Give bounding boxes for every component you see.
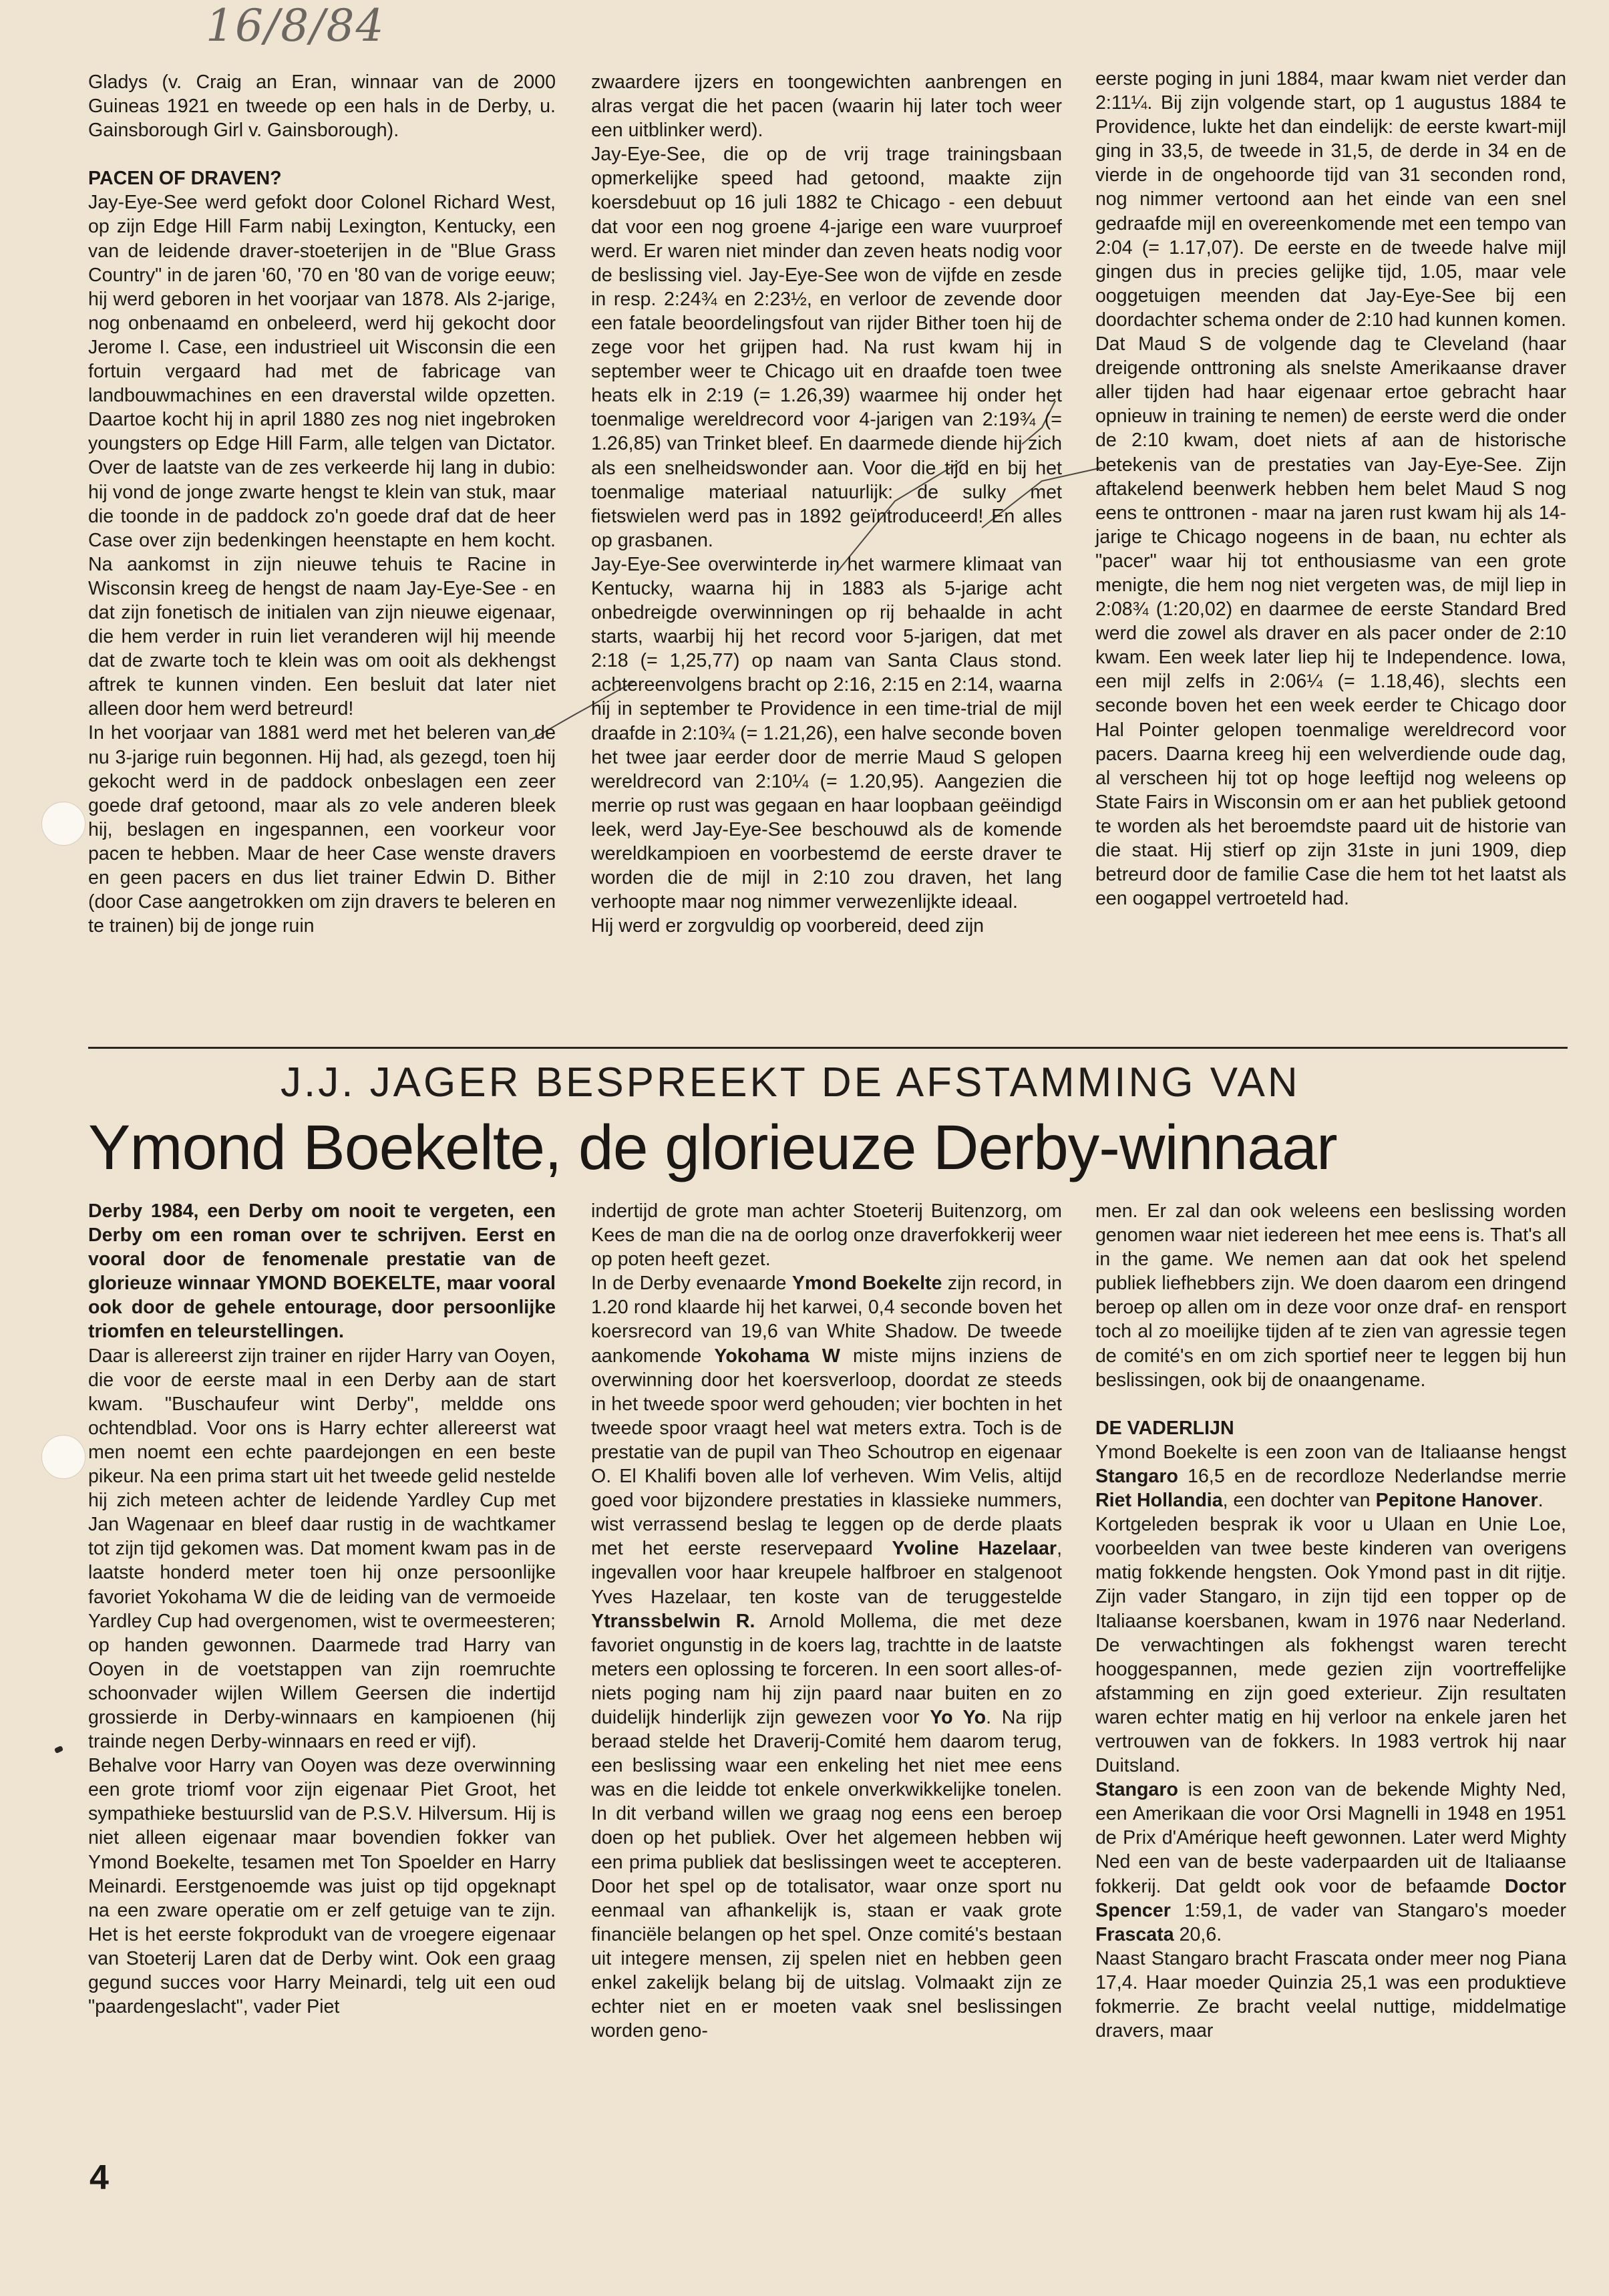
ink-mark: [54, 1746, 63, 1754]
horse-name: Yo Yo: [930, 1706, 987, 1728]
paragraph: Naast Stangaro bracht Frascata onder meer nog Piana 17,4. Haar moeder Quinzia 25,1 was een produktieve fokmerrie. Ze bracht veelal nuttige, middelmatige dravers, maar: [1095, 1947, 1566, 2042]
horse-name: Yokohama W: [714, 1345, 840, 1367]
paragraph: Jay-Eye-See, die op de vrij trage trainingsbaan opmerkelijke speed had getoond, maakte zijn koersdebuut op 16 juli 1882 te Chicago - een debuut dat voor een nog groene 4-jarige een ware vuurproef werd. Er waren niet minder dan zeven heats nodig voor de beslissing viel. Jay-Eye-See won de vijfde en zesde in resp. 2:24¾ en 2:23½, en verloor de zevende door een fatale beoordelingsfout van rijder Bither toen hij de zege voor het grijpen had. Na rust kwam hij in september weer te Chicago uit en draafde toen twee heats elk in 2:19 (= 1.26,39) waarmee hij onder het toenmalige wereldrecord voor 4-jarigen van 2:19¾ (= 1.26,85) van Trinket bleef. En daarmede diende hij zich als een snelheidswonder aan. Voor die tijd en bij het toenmalige materiaal natuurlijk: de sulky met fietswielen werd pas in 1892 geïntroduceerd! En alles op grasbanen.: [591, 144, 1062, 551]
page-number: 4: [90, 2158, 109, 2197]
horse-name: Frascata: [1095, 1923, 1174, 1945]
paragraph: [591, 1271, 1062, 2043]
paragraph: Hij werd er zorgvuldig op voorbereid, deed zijn: [591, 915, 985, 937]
top-article-column-2: [591, 70, 1062, 938]
text-run: Arnold Mollema, die met deze favoriet ongunstig in de koers lag, trachtte in de laatste meters een oplossing te forceren. In een soort alles-of-niets poging nam hij zijn paard naar buiten en zo duidelijk hinderlijk zijn gewezen voor: [591, 1610, 1062, 1728]
text-run: . Na rijp beraad stelde het Draverij-Comité hem daarom terug, een beslissing waar een enkeling het niet mee eens was en die leidde tot enkele onverkwikkelijke tonelen. In dit verband willen we graag nog eens een beroep doen op het publiek. Over het algemeen hebben wij een prima publiek dat beslissingen weet te accepteren. Door het spel op de totalisator, waar onze sport nu eenmaal van afhankelijk is, staan er vaak grote financiële belangen op het spel. Onze comité's bestaan uit integere mensen, zij spelen niet en hebben geen enkel zakelijk belang bij de uitslag. Volmaakt zijn ze echter niet en er moeten vaak snel beslissingen worden geno-: [591, 1706, 1063, 2042]
horse-name: Stangaro: [1095, 1465, 1178, 1487]
horse-name: Pepitone Hanover: [1375, 1490, 1538, 1512]
paragraph: men. Er zal dan ook weleens een beslissing worden genomen waar niet iedereen het mee eens is. That's all in the game. We nemen aan dat ook het spelend publiek liefhebbers zijn. We doen daarom een dringend beroep op allen om in deze voor onze draf- en rensport toch al zo moeilijke tijden af te zien van agressie tegen de comité's en om zich sportief neer te leggen bij hun beslissingen, ook bij de onaangename.: [1095, 1200, 1566, 1391]
text-run: zijn record, in 1.20 rond klaarde hij het karwei, 0,4 seconde boven het koersrecord van 19,6 van White Shadow. De tweede aankomende: [591, 1273, 1062, 1367]
article-lead: Derby 1984, een Derby om nooit te vergeten, een Derby om een roman over te schrijven. Eerst en vooral door de fenomenale prestatie van de glorieuze winnaar YMOND BOEKELTE, maar vooral ook door de gehele entourage, door persoonlijke triomfen en teleurstellingen.: [88, 1200, 556, 1343]
text-run: .: [1538, 1490, 1544, 1512]
text-run: is een zoon van de bekende Mighty Ned, een Amerikaan die voor Orsi Magnelli in 1948 en 1951 de Prix d'Amérique heeft gewonnen. Later werd Mighty Ned een van de beste vaderpaarden uit de Italiaanse fokkerij. Dat geldt ook voor de befaamde: [1095, 1779, 1566, 1897]
section-divider: [88, 1047, 1568, 1049]
horse-name: Ymond Boekelte: [791, 1273, 942, 1295]
bottom-article-column-3: [1095, 1199, 1566, 2043]
text-run: 1:59,1, de vader van Stangaro's moeder: [1170, 1899, 1566, 1921]
horse-name: Riet Hollandia: [1095, 1490, 1223, 1512]
horse-name: Ytranssbelwin R.: [591, 1610, 755, 1632]
text-run: Ymond Boekelte is een zoon van de Italiaanse hengst: [1095, 1441, 1566, 1463]
handwritten-date: 16/8/84: [206, 0, 385, 51]
paragraph: [1095, 1778, 1566, 1947]
subheading: PACEN OF DRAVEN?: [88, 168, 282, 190]
text-run: miste mijns inziens de overwinning door het koersverloop, doordat ze steeds in het tweede spoor werd gehouden; vier bochten in het tweede spoor vraagt heel wat meters extra. Toch is de prestatie van de pupil van Theo Schoutrop en eigenaar O. El Khalifi boven alle lof verheven. Wim Velis, altijd goed voor bijzondere prestaties in klassieke nummers, wist verrassend beslag te leggen op de derde plaats met het eerste reservepaard: [591, 1345, 1062, 1560]
top-article-column-1: [88, 70, 556, 938]
paragraph: Kortgeleden besprak ik voor u Ulaan en Unie Loe, voorbeelden van twee beste kinderen van overigens matig fokkende hengsten. Ook Ymond past in dit rijtje. Zijn vader Stangaro, in zijn tijd een topper op de Italiaanse koersbanen, kwam in 1976 naar Nederland. De verwachtingen als fokhengst waren terecht hooggespannen, mede gezien zijn voortreffelijke afstamming en zijn goed exterieur. Zijn resultaten waren echter matig en hij verloor na enkele jaren het vertrouwen van de fokkers. In 1983 vertrok hij naar Duitsland.: [1095, 1514, 1566, 1777]
horse-name: Doctor Spencer: [1095, 1875, 1566, 1921]
paragraph: In het voorjaar van 1881 werd met het beleren van de nu 3-jarige ruin begonnen. Hij had, als gezegd, toen hij gekocht werd in de paddock onbeslagen een zeer goede draf getoond, maar als zo vele anderen bleek hij, beslagen en ingespannen, een voorkeur voor pacen te hebben. Maar de heer Case wenste dravers en geen pacers en dus liet trainer Edwin D. Bither (door Case aangetrokken om zijn dravers te beleren en te trainen) bij de jonge ruin: [88, 722, 556, 937]
text-run: , een dochter van: [1222, 1490, 1376, 1512]
paragraph: Jay-Eye-See werd gefokt door Colonel Richard West, op zijn Edge Hill Farm nabij Lexington, Kentucky, een van de leidende draver-stoeterijen in de "Blue Grass Country" in de jaren '60, '70 en '80 van de vorige eeuw; hij werd geboren in het voorjaar van 1878. Als 2-jarige, nog onbenaamd en onbeleerd, werd hij gekocht door Jerome I. Case, een industrieel uit Wisconsin die een fortuin vergaard had met de fabricage van landbouwmachines en een draverstal wilde opzetten. Daartoe kocht hij in april 1880 zes nog niet ingebroken youngsters op Edge Hill Farm, alle telgen van Dictator. Over de laatste van de zes verkeerde hij lang in dubio: hij vond de jonge zwarte hengst te klein van stuk, maar die toonde in de paddock zo'n goede draf dat de heer Case over zijn bedenkingen heenstapte en hem kocht. Na aankomst in zijn nieuwe tehuis te Racine in Wisconsin kreeg de hengst de naam Jay-Eye-See - en dat zijn fonetisch de initialen van zijn nieuwe eigenaar, die hem verder in ruin liet veranderen wijl hij meende dat de zwarte toch te klein was om ooit als dekhengst aftrek te kunnen vinden. Een besluit dat later niet alleen door hem werd betreurd!: [88, 192, 556, 720]
paragraph: indertijd de grote man achter Stoeterij Buitenzorg, om Kees de man die na de oorlog onze draverfokkerij weer op poten heeft gezet.: [591, 1200, 1062, 1271]
text-run: 16,5 en de recordloze Nederlandse merrie: [1178, 1465, 1566, 1487]
paragraph: [1095, 1440, 1566, 1512]
bottom-article-column-2: [591, 1199, 1062, 2043]
horse-name: Yvoline Hazelaar: [892, 1538, 1057, 1560]
text-run: In de Derby evenaarde: [591, 1273, 792, 1295]
paragraph: Jay-Eye-See overwinterde in het warmere klimaat van Kentucky, waarna hij in 1883 als 5-jarige acht onbedreigde overwinningen op rij behaalde in acht starts, waarbij hij het record voor 5-jarigen, dat met 2:18 (= 1,25,77) op naam van Santa Claus stond. achtereenvolgens bracht op 2:16, 2:15 en 2:14, waarna hij in september te Providence in een time-trial de mijl draafde in 2:10¾ (= 1.21,26), een halve seconde boven het twee jaar eerder door de merrie Maud S gelopen wereldrecord van 2:10¼ (= 1.20,95). Aangezien die merrie op rust was gegaan en haar loopbaan geëindigd leek, werd Jay-Eye-See beschouwd als de komende wereldkampioen en voorbestemd de eerste draver te worden die de mijl in 2:10 zou draven, het lang verhoopte maar nog nimmer verwezenlijkte ideaal.: [591, 553, 1062, 913]
paragraph: zwaardere ijzers en toongewichten aanbrengen en alras vergat die het pacen (waarin hij later toch weer een uitblinker werd).: [591, 71, 1062, 142]
horse-name: Stangaro: [1095, 1779, 1178, 1801]
article-headline: Ymond Boekelte, de glorieuze Derby-winnaar: [88, 1112, 1337, 1183]
paragraph: Behalve voor Harry van Ooyen was deze overwinning een grote triomf voor zijn eigenaar Piet Groot, het sympathieke bestuurslid van de P.S.V. Hilversum. Hij is niet alleen eigenaar maar bovendien fokker van Ymond Boekelte, tesamen met Ton Spoelder en Harry Meinardi. Eerstgenoemde was juist op tijd opgeknapt na een zware operatie om er zelf getuige van te zijn. Het is het eerste fokprodukt van de vroegere eigenaar van Stoeterij Laren dat de Derby wint. Ook een graag gegund succes voor Harry Meinardi, telg uit een oud "paardengeslacht", vader Piet: [88, 1755, 556, 2018]
headline-kicker: J.J. JAGER BESPREEKT DE AFSTAMMING VAN: [281, 1059, 1300, 1106]
top-article-column-3: [1095, 67, 1566, 911]
text-run: , ingevallen voor haar kreupele halfbroer en stalgenoot Yves Hazelaar, ten koste van de teruggestelde: [591, 1538, 1063, 1608]
subheading: DE VADERLIJN: [1095, 1417, 1234, 1439]
punch-hole: [41, 1435, 85, 1479]
paragraph: Daar is allereerst zijn trainer en rijder Harry van Ooyen, die voor de eerste maal in een Derby aan de start kwam. "Buschaufeur wint Derby", meldde ons ochtendblad. Voor ons is Harry echter allereerst wat men noemt een echte paardejongen en een beste pikeur. Na een prima start uit het tweede gelid nestelde hij zich meteen achter de leidende Yardley Cup met Jan Wagenaar en bleef daar rustig in de wachtkamer tot zijn tijd gekomen was. Dat moment kwam pas in de laatste honderd meter toen hij onze persoonlijke favoriet Yokohama W die de leiding van de vermoeide Yardley Cup had overgenomen, wist te overmeesteren; op handen gewonnen. Daarmede trad Harry van Ooyen in de voetstappen van zijn roemruchte schoonvader wijlen Willem Geersen die indertijd grossierde in Derby-winnaars en kampioenen (hij trainde negen Derby-winnaars en reed er vijf).: [88, 1345, 556, 1753]
text-run: 20,6.: [1174, 1923, 1222, 1945]
paragraph: Gladys (v. Craig an Eran, winnaar van de 2000 Guineas 1921 en tweede op een hals in de Derby, u. Gainsborough Girl v. Gainsborough).: [88, 71, 556, 142]
bottom-article-column-1: [88, 1199, 556, 2019]
paragraph: eerste poging in juni 1884, maar kwam niet verder dan 2:11¼. Bij zijn volgende start, op 1 augustus 1884 te Providence, lukte het dan eindelijk: de eerste kwart-mijl ging in 33,5, de tweede in 31,5, de derde in 34 en de vierde in de ongehoorde tijd van 31 seconden rond, nog nimmer vertoond aan het einde van een snel gedraafde mijl en overeenkomende met een tempo van 2:04 (= 1.17,07). De eerste en de tweede halve mijl gingen dus in precies gelijke tijd, 1.05, maar vele ooggetuigen meenden dat Jay-Eye-See bij een doordachter schema onder de 2:10 had kunnen komen. Dat Maud S de volgende dag te Cleveland (haar dreigende onttroning als snelste Amerikaanse draver aller tijden had haar eigenaar ertoe gebracht haar opnieuw in training te nemen) de eerste werd die onder de 2:10 kwam, doet niets af aan de historische betekenis van de prestaties van Jay-Eye-See. Zijn aftakelend beenwerk hebben hem belet Maud S nog eens te onttronen - maar na jaren rust kwam hij als 14-jarige te Chicago nogeens in de baan, nu echter als "pacer" waar hij tot enthousiasme van een grote menigte, die hem nog niet vergeten was, de mijl liep in 2:08¾ (1:20,02) en daarmee de eerste Standard Bred werd die zowel als draver en als pacer onder de 2:10 kwam. Een week later liep hij te Independence. Iowa, een mijl zelfs in 2:06¼ (= 1.18,46), slechts een seconde boven het een week eerder te Chicago door Hal Pointer gelopen toenmalige wereldrecord voor pacers. Daarna kreeg hij een welverdiende oude dag, al verscheen hij tot op hoge leeftijd nog weleens op State Fairs in Wisconsin om er aan het publiek getoond te worden als het beroemdste paard uit de historie van die staat. Hij stierf op zijn 31ste in juni 1909, diep betreurd door de familie Case die hem tot het laatst als een oogappel vertroeteld had.: [1095, 68, 1566, 910]
punch-hole: [41, 802, 85, 846]
